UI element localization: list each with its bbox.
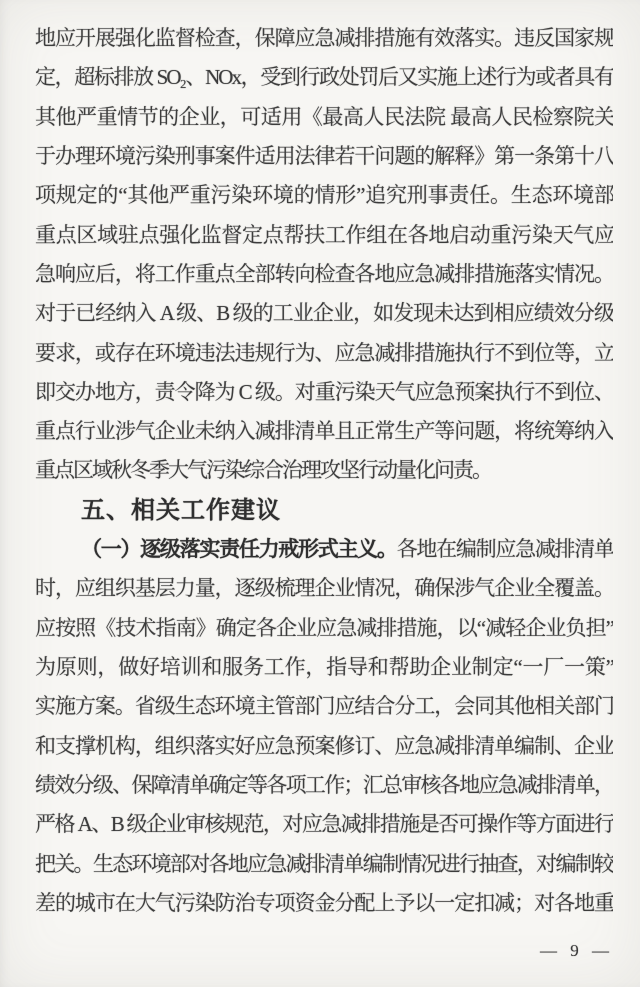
text-line <box>35 805 613 844</box>
text-line <box>35 451 613 490</box>
text-segment: 重点行业涉气企业未纳入减排清单且正常生产等问题，将统筹纳入 <box>35 419 613 444</box>
text-segment: 重点区域驻点强化监督定点帮扶工作组在各地启动重污染天气应 <box>35 222 613 247</box>
text-segment: 其他严重情节的企业，可适用《最高人民法院 最高人民检察院关 <box>35 104 613 129</box>
text-segment: 于办理环境污染刑事案件适用法律若干问题的解释》第一条第十八 <box>35 143 613 168</box>
text-segment: 实施方案。省级生态环境主管部门应结合分工，会同其他相关部门 <box>35 694 613 719</box>
text-segment: 对于已经纳入 A 级、B 级的工业企业，如发现未达到相应绩效分级 <box>35 301 613 326</box>
text-segment: 为原则，做好培训和服务工作，指导和帮助企业制定“一厂一策” <box>35 655 613 679</box>
text-line <box>35 687 613 726</box>
text-line <box>35 294 613 333</box>
text-segment: 差的城市在大气污染防治专项资金分配上予以一定扣减；对各地重 <box>35 890 613 915</box>
page-number: — 9 — <box>540 941 610 960</box>
text-line <box>35 766 613 805</box>
text-line <box>35 58 613 97</box>
text-line <box>35 216 613 255</box>
text-segment: 绩效分级、保障清单确定等各项工作；汇总审核各地应急减排清单， <box>35 772 613 797</box>
text-segment: 即交办地方，责令降为 C 级。对重污染天气应急预案执行不到位、 <box>35 379 613 404</box>
text-line <box>35 569 613 608</box>
text-segment: 各地在编制应急减排清单 <box>396 537 613 562</box>
text-line <box>35 137 613 176</box>
text-line <box>35 255 613 294</box>
text-segment: 项规定的“其他严重污染环境的情形”追究刑事责任。生态环境部 <box>35 183 613 208</box>
text-segment: 应按照《技术指南》确定各企业应急减排措施，以“减轻企业负担” <box>35 615 613 640</box>
text-segment: 急响应后，将工作重点全部转向检查各地应急减排措施落实情况。 <box>35 261 613 286</box>
text-line <box>35 727 613 766</box>
text-segment: 时，应组织基层力量，逐级梳理企业情况，确保涉气企业全覆盖。 <box>35 576 613 601</box>
text-line <box>35 648 613 687</box>
text-segment: 要求，或存在环境违法违规行为、应急减排措施执行不到位等，立 <box>35 340 613 365</box>
text-line <box>35 373 613 412</box>
text-segment: 重点区域秋冬季大气污染综合治理攻坚行动量化问责。 <box>35 458 491 483</box>
emphasis-text-segment: （一）逐级落实责任力戒形式主义。 <box>81 537 397 562</box>
text-lines <box>35 19 613 923</box>
text-line <box>35 176 613 215</box>
text-line <box>35 530 613 569</box>
text-line <box>35 884 613 923</box>
text-segment: 严格 A、B 级企业审核规范，对应急减排措施是否可操作等方面进行 <box>35 812 613 837</box>
text-line <box>35 845 613 884</box>
text-segment: 和支撑机构，组织落实好应急预案修订、应急减排清单编制、企业 <box>35 733 613 758</box>
section-heading <box>35 491 613 530</box>
text-line <box>35 334 613 373</box>
text-segment: 把关。生态环境部对各地应急减排清单编制情况进行抽查，对编制较 <box>35 851 613 876</box>
text-segment: 定，超标排放 SO₂、NOx，受到行政处罚后又实施上述行为或者具有 <box>35 65 613 90</box>
text-line <box>35 19 613 58</box>
text-line <box>35 609 613 648</box>
text-line <box>35 98 613 137</box>
text-segment: 地应开展强化监督检查，保障应急减排措施有效落实。违反国家规 <box>35 26 613 50</box>
emphasis-text-segment: 五、相关工作建议 <box>81 496 281 524</box>
text-line <box>35 412 613 451</box>
